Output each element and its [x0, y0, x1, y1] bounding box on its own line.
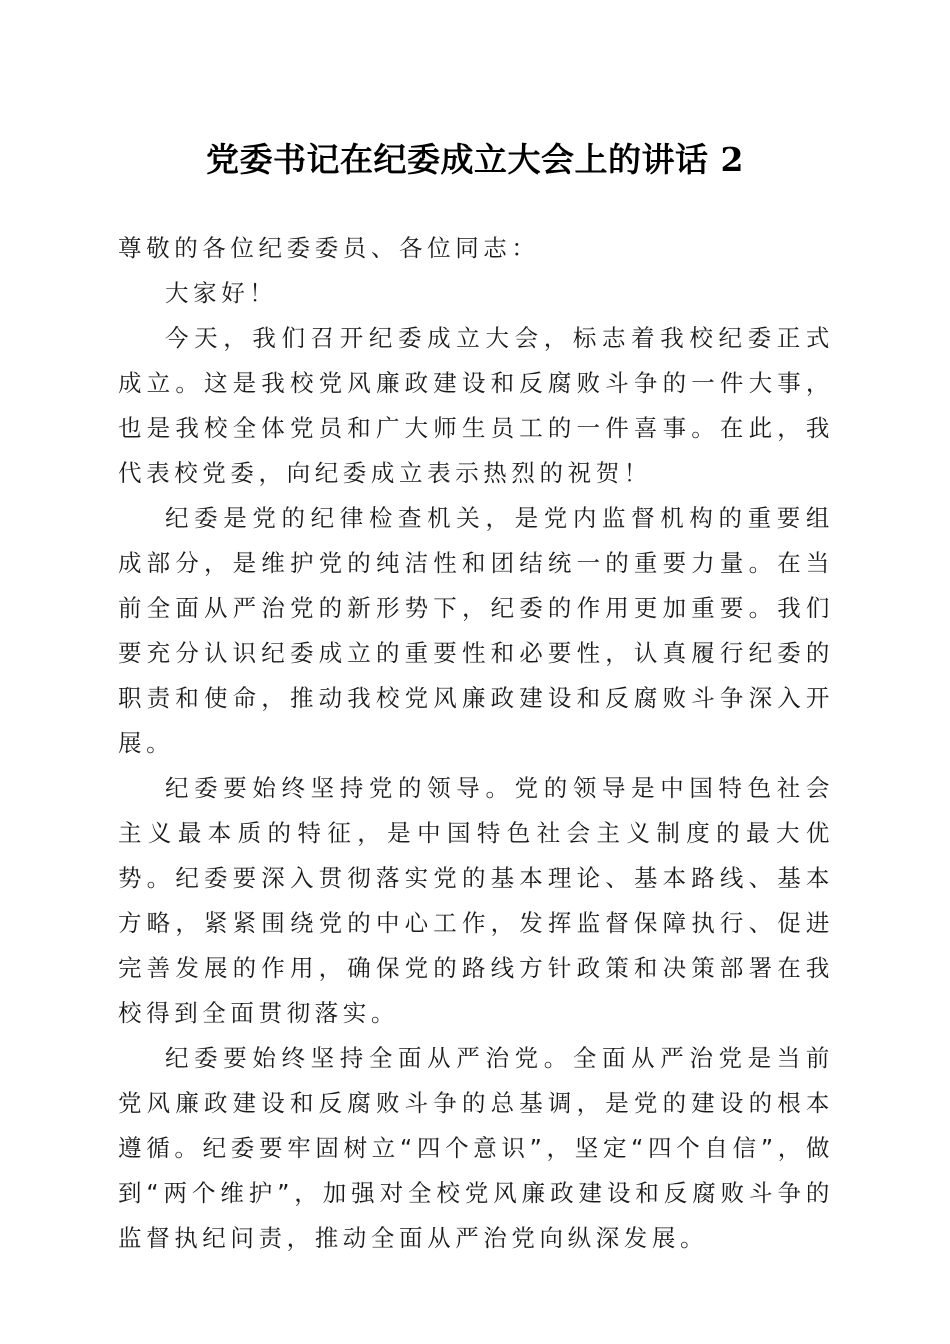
- paragraph-role: 纪委是党的纪律检查机关，是党内监督机构的重要组成部分，是维护党的纯洁性和团结统一的重要力量。在当前全面从严治党的新形势下，纪委的作用更加重要。我们要充分认识纪委成立的重要性和必要性，认真履行纪委的职责和使命，推动我校党风廉政建设和反腐败斗争深入开展。: [118, 504, 834, 757]
- paragraph-strict-governance: 纪委要始终坚持全面从严治党。全面从严治党是当前党风廉政建设和反腐败斗争的总基调，是党的建设的根本遵循。纪委要牢固树立“四个意识”，坚定“四个自信”，做到“两个维护”，加强对全校党风廉政建设和反腐败斗争的监督执纪问责，推动全面从严治党向纵深发展。: [118, 1044, 834, 1252]
- paragraph-opening: 今天，我们召开纪委成立大会，标志着我校纪委正式成立。这是我校党风廉政建设和反腐败斗争的一件大事，也是我校全体党员和广大师生员工的一件喜事。在此，我代表校党委，向纪委成立表示热烈的祝贺！: [118, 324, 834, 487]
- salutation: 尊敬的各位纪委委员、各位同志：: [118, 234, 540, 262]
- paragraph-greeting: 大家好！: [165, 279, 278, 307]
- paragraph-party-leadership: 纪委要始终坚持党的领导。党的领导是中国特色社会主义最本质的特征，是中国特色社会主义制度的最大优势。纪委要深入贯彻落实党的基本理论、基本路线、基本方略，紧紧围绕党的中心工作，发挥监督保障执行、促进完善发展的作用，确保党的路线方针政策和决策部署在我校得到全面贯彻落实。: [118, 774, 834, 1027]
- document-body: [118, 226, 834, 1261]
- document-title: 党委书记在纪委成立大会上的讲话 2: [206, 140, 744, 179]
